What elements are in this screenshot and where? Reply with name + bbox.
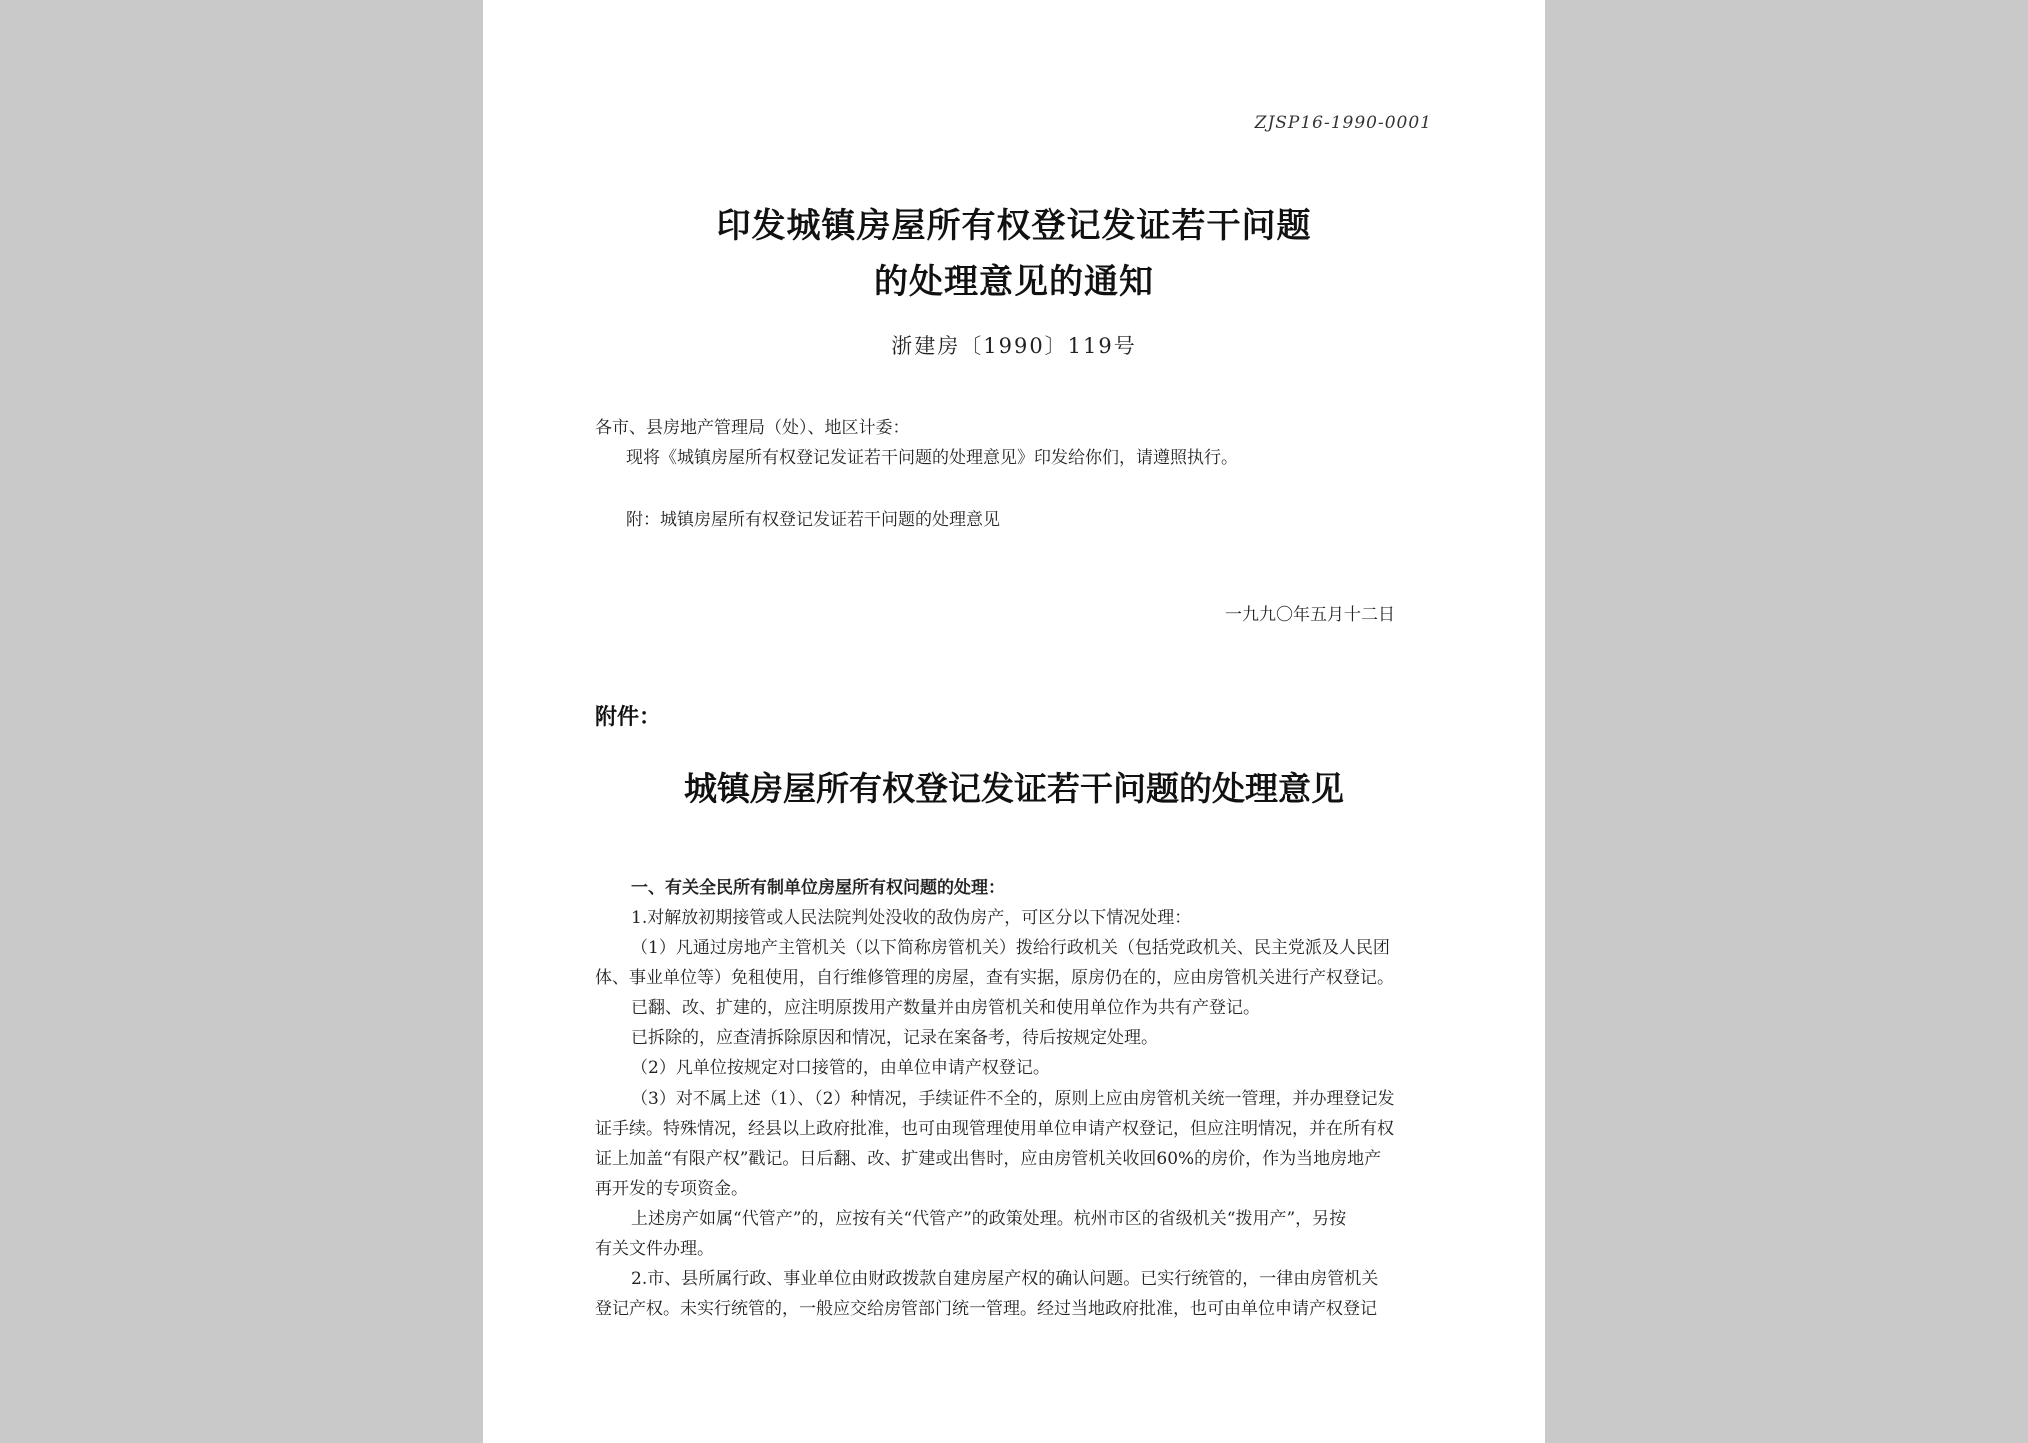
body-line: （2）凡单位按规定对口接管的，由单位申请产权登记。 bbox=[631, 1058, 1050, 1078]
title-line-2: 的处理意见的通知 bbox=[874, 262, 1154, 302]
attachment-note: 附：城镇房屋所有权登记发证若干问题的处理意见 bbox=[626, 510, 1000, 530]
body-line: 有关文件办理。 bbox=[595, 1239, 714, 1259]
body-line: 已翻、改、扩建的，应注明原拨用产数量并由房管机关和使用单位作为共有产登记。 bbox=[631, 998, 1260, 1018]
addressee: 各市、县房地产管理局（处）、地区计委： bbox=[595, 418, 910, 438]
body-line: 再开发的专项资金。 bbox=[595, 1179, 748, 1199]
body-line: （1）凡通过房地产主管机关（以下简称房管机关）拨给行政机关（包括党政机关、民主党派及人民团 bbox=[631, 938, 1390, 958]
body-line: 已拆除的，应查清拆除原因和情况，记录在案备考，待后按规定处理。 bbox=[631, 1028, 1158, 1048]
annex-label: 附件： bbox=[595, 704, 662, 730]
title-line-1: 印发城镇房屋所有权登记发证若干问题 bbox=[716, 206, 1312, 246]
document-number: 浙建房〔1990〕119号 bbox=[891, 334, 1137, 358]
issue-date: 一九九〇年五月十二日 bbox=[1225, 605, 1395, 625]
body-line: 登记产权。未实行统管的，一般应交给房管部门统一管理。经过当地政府批准，也可由单位申请产权登记 bbox=[595, 1299, 1377, 1319]
document-page bbox=[483, 0, 1545, 1443]
body-line: 2.市、县所属行政、事业单位由财政拨款自建房屋产权的确认问题。已实行统管的，一律由房管机关 bbox=[631, 1269, 1379, 1289]
document-code: ZJSP16-1990-0001 bbox=[1254, 113, 1432, 133]
body-line: 上述房产如属“代管产”的，应按有关“代管产”的政策处理。杭州市区的省级机关“拨用产”，另按 bbox=[631, 1209, 1347, 1229]
body-line: 证上加盖“有限产权”戳记。日后翻、改、扩建或出售时，应由房管机关收回60%的房价，作为当地房地产 bbox=[595, 1149, 1382, 1169]
intro-paragraph: 现将《城镇房屋所有权登记发证若干问题的处理意见》印发给你们，请遵照执行。 bbox=[626, 448, 1238, 468]
body-line: （3）对不属上述（1）、（2）种情况，手续证件不全的，原则上应由房管机关统一管理，并办理登记发 bbox=[631, 1089, 1395, 1109]
body-line: 1.对解放初期接管或人民法院判处没收的敌伪房产，可区分以下情况处理： bbox=[631, 908, 1192, 928]
body-line: 体、事业单位等）免租使用，自行维修管理的房屋，查有实据，原房仍在的，应由房管机关进行产权登记。 bbox=[595, 968, 1394, 988]
body-line: 证手续。特殊情况，经县以上政府批准，也可由现管理使用单位申请产权登记，但应注明情况，并在所有权 bbox=[595, 1119, 1394, 1139]
section-heading: 一、有关全民所有制单位房屋所有权问题的处理： bbox=[631, 878, 1005, 898]
annex-title: 城镇房屋所有权登记发证若干问题的处理意见 bbox=[684, 769, 1344, 808]
